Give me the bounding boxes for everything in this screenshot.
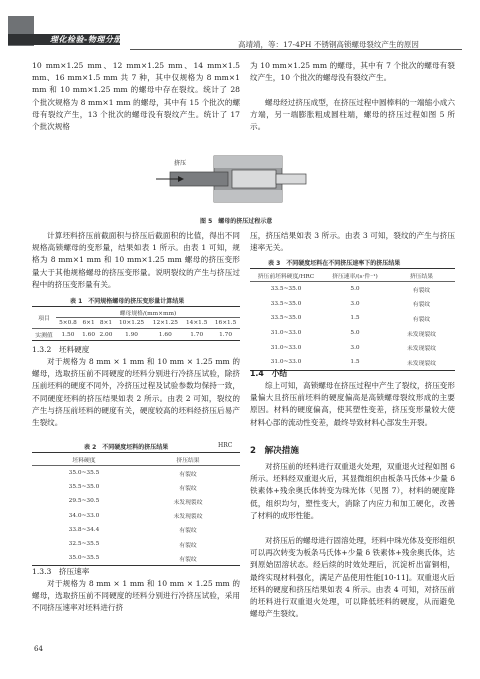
- table-2-cell: 35.0~35.5: [68, 470, 100, 477]
- section-1-3-3-paragraph: 对于规格为 8 mm × 1 mm 和 10 mm × 1.25 mm 的螺母，选取挤压前不同硬度的坯料分别进行冷挤压试验，采用不同挤压速率对坯料进行挤: [32, 579, 240, 613]
- table-2-cell: 有裂纹: [179, 485, 197, 492]
- table-2-cell: 35.5~35.0: [68, 484, 100, 491]
- table-3-header-hardness: 挤压前坯料硬度/HRC: [257, 273, 315, 280]
- table-2-caption: 表 2 不同硬度坯料的挤压结果: [84, 444, 169, 451]
- table-1-spec: 8×1: [99, 320, 113, 326]
- table-3-cell: 未发现裂纹: [407, 346, 436, 353]
- table-3-cell: 有裂纹: [412, 287, 431, 294]
- table-1-spec: 12×1.25: [152, 320, 178, 326]
- table-2-cell: 35.0~35.5: [68, 555, 100, 562]
- section-2-paragraph-1: 对挤压前的坯料进行双重退火处理，双重退火过程如图 6 所示。坯料经双重退火后，其显微组织由板条马氏体+少量 δ 铁素体+残余奥氏体转变为珠光体（见图 7），材料的硬度降低，组织均匀，塑性变大，消除了内应力和加工硬化，改善了材料的成形性能。: [250, 462, 455, 520]
- table-3-cell: 31.0~33.0: [270, 344, 302, 351]
- table-3-cell: 有裂纹: [412, 316, 431, 323]
- table-1-value: 1.70: [190, 331, 204, 338]
- table-1-spec: 14×1.5: [185, 320, 208, 326]
- table-2-cell: 有裂纹: [179, 471, 197, 478]
- table-3-cell: 未发现裂纹: [407, 360, 436, 367]
- intro-paragraph-left: 10 mm×1.25 mm、12 mm×1.25 mm、14 mm×1.5 mm、16 mm×1.5 mm 共 7 种，其中仅规格为 8 mm×1 mm 和 10 mm×1.25 mm 的螺母中存在裂纹。统计了 28 个批次规格为 8 mm×1 mm 的螺母，其中有 15 个批次的螺母有裂纹产生，13 个批次的螺母没有裂纹产生。统计了 17 个批次规格: [32, 61, 240, 132]
- table-1-caption: 表 1 不同规格螺母的挤压变形量计算结果: [70, 298, 185, 305]
- figure-5-caption: 图 5 螺母的挤压过程示意: [200, 218, 273, 225]
- table-1-value: 1.70: [219, 331, 233, 338]
- table-3-cell: 3.0: [350, 300, 360, 307]
- table-3-cell: 33.5~35.0: [270, 286, 302, 293]
- intro-paragraph-right-2: 螺母经过挤压成型，在挤压过程中圆棒料的一端缩小成六方端，另一端膨胀粗成圆柱端，螺母的挤压过程如图 5 所示。: [250, 98, 455, 132]
- table-3: [250, 268, 455, 371]
- table-1-header-item: 项目: [32, 307, 56, 329]
- section-1-4-paragraph: 综上可知，高锁螺母在挤压过程中产生了裂纹，挤压变形量偏大且挤压前坯料的硬度偏高是高锁螺母裂纹形成的主要原因。材料的硬度偏高，使其塑性变差，挤压变形量较大使材料心部的流动性变差，最终导致材料心部发生开裂。: [250, 381, 455, 427]
- table-3-cell: 有裂纹: [412, 302, 431, 309]
- table-2-cell: 32.5~35.5: [68, 541, 100, 548]
- table-3-cell: 5.0: [350, 330, 360, 337]
- running-head: 高靖靖，等：17-4PH 不锈钢高锁螺母裂纹产生的原因: [238, 40, 419, 49]
- table-2-cell: 有裂纹: [179, 542, 197, 549]
- table-1-value: 1.50: [61, 331, 75, 338]
- section-2-paragraph-2: 对挤压后的螺母进行固溶处理，坯料中珠光体及变形组织可以再次转变为板条马氏体+少量 δ 铁素体+残余奥氏体，达到原始固溶状态。经后续的时效处理后，沉淀析出富铜相，最终实现材料强化，满足产品使用性能[10-11]。双重退火后坯料的硬度和挤压结果如表 4 所示。由表 4 可知，对挤压前的坯料进行双重退火处理，可以降低坯料的硬度，从而避免螺母产生裂纹。: [250, 536, 455, 619]
- table-3-cell: 33.5~35.0: [270, 300, 302, 307]
- intro-paragraph-right-1: 为 10 mm×1.25 mm 的螺母，其中有 7 个批次的螺母有裂纹产生，10 个批次的螺母没有裂纹产生。: [250, 61, 455, 83]
- table-1-value: 2.00: [99, 331, 113, 338]
- table-1-spec: 5×0.8: [59, 320, 77, 326]
- table-1-value: 1.60: [158, 331, 172, 338]
- table-3-cell: 31.0~33.0: [270, 359, 302, 366]
- table-2-cell: 有裂纹: [179, 556, 197, 563]
- table-1-value: 1.60: [82, 331, 96, 338]
- table-3-cell: 5.0: [350, 286, 360, 293]
- table-3-cell: 1.5: [350, 315, 360, 322]
- table-2-unit: HRC: [218, 442, 233, 449]
- table-3-cell: 31.0~33.0: [270, 330, 302, 337]
- deformation-paragraph: 计算坯料挤压前截面积与挤压后截面积的比值，得出不同规格高锁螺母的变形量，结果如表 1 所示。由表 1 可知，规格为 8 mm×1 mm 和 10 mm×1.25 mm 螺母的挤压变形量大于其他规格螺母的挤压变形量。说明裂纹的产生与挤压过程中的挤压变形量有关。: [32, 231, 240, 289]
- section-1-3-2-paragraph: 对于规格为 8 mm × 1 mm 和 10 mm × 1.25 mm 的螺母，选取挤压前不同硬度的坯料分别进行冷挤压试验，除挤压前坯料的硬度不同外，冷挤压过程及试验参数均保持一致，不同硬度坯料的挤压结果如表 2 所示。由表 2 可知，裂纹的产生与挤压前坯料的硬度有关，硬度较高的坯料经挤压后易产生裂纹。: [32, 357, 240, 428]
- section-1-3-3-heading: 1.3.3 挤压速率: [32, 567, 90, 576]
- table-1-row-label: 实测值: [35, 333, 53, 339]
- table-3-cell: 3.0: [350, 344, 360, 351]
- journal-logo-text: 理化检验-物理分册: [50, 35, 122, 44]
- table-3-cell: 33.5~35.0: [270, 315, 302, 322]
- table-2-cell: 有裂纹: [179, 528, 197, 535]
- rate-result-paragraph: 压，挤压结果如表 3 所示。由表 3 可知，裂纹的产生与挤压速率无关。: [250, 231, 455, 253]
- table-3-caption: 表 3 不同硬度坯料在不同挤压速率下的挤压结果: [268, 260, 401, 267]
- table-1-spec: 16×1.5: [214, 320, 237, 326]
- header-rule: [130, 49, 462, 50]
- table-1-spec: 10×1.25: [118, 320, 145, 326]
- table-3-cell: 1.5: [350, 359, 360, 366]
- page-number: 64: [34, 645, 43, 653]
- section-1-4-heading: 1.4 小结: [250, 369, 288, 378]
- table-2-header-result: 挤压结果: [176, 457, 200, 464]
- table-3-cell: 未发现裂纹: [407, 331, 436, 338]
- table-2: [32, 452, 240, 566]
- table-2-cell: 29.5~30.5: [68, 498, 100, 505]
- table-1-header-group: 螺母规格/(mm×mm): [56, 307, 240, 318]
- table-2-header-hardness: 坯料硬度: [72, 457, 96, 464]
- table-2-cell: 34.0~33.0: [68, 512, 100, 519]
- table-3-header-result: 挤压结果: [409, 273, 434, 280]
- table-1-spec: 6×1: [82, 320, 95, 326]
- section-2-heading: 2 解决措施: [250, 446, 299, 456]
- section-1-3-2-heading: 1.3.2 坯料硬度: [32, 345, 90, 354]
- table-2-cell: 33.8~34.4: [68, 526, 100, 533]
- table-3-header-rate: 挤压速率/(s·件⁻¹): [332, 273, 378, 280]
- figure-label-extrusion: 挤压: [174, 160, 187, 167]
- table-1-value: 1.90: [125, 331, 138, 338]
- table-1: [32, 306, 240, 341]
- table-2-cell: 未发现裂纹: [173, 499, 203, 506]
- table-2-cell: 未发现裂纹: [173, 514, 203, 521]
